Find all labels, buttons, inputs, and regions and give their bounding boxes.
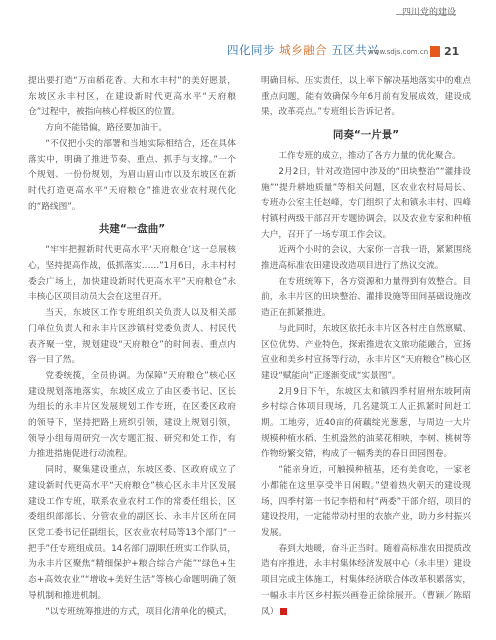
page-number: 21: [444, 45, 460, 58]
article-column-left: [28, 74, 236, 620]
article-paragraph: 2月2日，针对改造园中涉及的“田块整治”“灌排设施”“提升耕地质量”等相关问题，区农业农村局局长、专班办公室主任赵峰，专门组织了太和镇永丰村、四峰村镇村两级干部召开专题协调会，以及农业专家和种植大户，召开了一场专项工作会议。: [261, 166, 471, 240]
article-paragraph: 2月9日下午，东坡区太和镇四季村眉州东坡阿南乡村综合体项目现场，几名建筑工人正抓紧时间赶工期。工地旁，近40亩的荷藕绽光葱葱，与周边一大片规模种植水稻、生机盎然的油菜花相映，李树、桃树等作物纷繁交错，构成了一幅秀美的春日田园图卷。: [261, 386, 471, 460]
article-paragraph: 同时，聚集建设重点，东坡区委、区政府成立了建设新时代更高水平“天府粮仓”核心区永丰片区发展建设工作专班，联系农业农村工作的常委任组长，区委组织部部长、分管农业的副区长、永丰片区所在同区党工委书记任副组长，区农业农村局等13个部门“一把手”任专班组成员。14名部门副职任班实工作队员，为永丰片区聚焦“精细保护+粮合综合产能”“绿色+生态+高效农业”“增收+美好生活”等核心命题明确了领导机制和推进机制。: [28, 465, 236, 601]
article-paragraph: 工作专班的成立，推动了各方力量的优化聚合。: [278, 151, 461, 162]
section-heading: 同奏“一片景”: [332, 129, 400, 142]
article-paragraph: “不仅把小尖的部署和当地实际相结合，还在具体落实中，明确了推进节奏、重点、抓手与支撑。”一个个规划、一份份规划，为眉山眉山市以及东坡区在新时代打造更高水平“天府粮仓”推进农业农村现代化的“路线图”。: [28, 138, 236, 212]
article-paragraph: 明确目标、压实责任，以上率下解决基地落实中的难点重点问题，能有效确保今年6月前有发展成效，建设成果，改革亮点。”专班组长告诉记者。: [261, 76, 471, 118]
section-slogan: [227, 42, 379, 58]
slogan-part-3: 五区共兴: [331, 43, 380, 57]
article-paragraph: “以专班统筹推进的方式，项目化清单化的模式，: [45, 606, 233, 617]
article-paragraph: 方向不能错偏，路径要加油干。: [45, 123, 168, 134]
slogan-part-2: 城乡融合: [279, 43, 328, 57]
article-paragraph: 近两个小时的会议，大家你一言我一语，紧紧围绕推进高标准农田建设改造项目进行了热议交流。: [261, 245, 471, 272]
article-paragraph: 提出要打造“万亩稻花香、大和水丰村”的美好愿景，东坡区永丰村区，在建设新时代更高水平“天府粮仓”过程中，被指向核心样板区的位置。: [28, 76, 236, 118]
article-paragraph: 春到大地暖，奋斗正当时。随着高标准农田提质改造有序推进，永丰村集体经济发展中心（永丰里）建设项目完成主体施工，村集体经济联合体改革积累落实，一幅永丰片区乡村振兴画卷正徐徐展开。（曹颖／陈昭凤）: [261, 543, 471, 617]
website-url[interactable]: www.sdjs.com.cn: [368, 48, 429, 56]
article-paragraph: “能亲身近，可触摸种植基，还有美食吃，一家老小都能在这里享受半日闲暇。”望着热火朝天的建设现场，四季村第一书记李梧和村“两委”干部介绍，项目的建设投用，一定能带动村里的农旅产业，助力乡村振兴发展。: [261, 465, 471, 538]
article-paragraph: “牢牢把握新时代更高水平‘天府粮仓’这一总展核心，坚持提高作战，低抓落实……”1月6日，永丰村村委会广场上，加快建设新时代更高水平“天府粮仓”永丰核心区项目动员大会在这里召开。: [28, 245, 236, 303]
header-rule: [396, 14, 456, 15]
end-mark-icon: [280, 608, 287, 615]
article-paragraph: 当天，东坡区工作专班组织关负责人以及相关部门单位负责人和永丰片区涉镇村党委负责人、村民代表齐聚一堂，规划建设“天府粮仓”的时间表、重点内容一目了然。: [28, 308, 236, 366]
issue-badge: [430, 46, 440, 57]
magazine-name: 四川党的建设: [401, 8, 456, 18]
page-header: [0, 0, 496, 62]
section-heading: 共建“一盘曲”: [98, 223, 166, 236]
article-paragraph: 党委统揽，全员协调。为保障“天府粮仓”核心区建设规划落地落实，东坡区成立了由区委书记、区长为组长的永丰片区发展规划工作专班，在区委区政府的领导下，坚持把路上班织引领，建设上规划引领，领导小组每周研究一次专题汇报、研究和处工作，有力推进措施促进行动流程。: [28, 370, 236, 460]
article-paragraph: 在专班统筹下，各方资源和力量得到有效整合。目前，永丰片区的田块整治、灌排设施等田间基础设施改造正在抓紧推进。: [261, 276, 471, 319]
article-column-right: [261, 74, 471, 620]
slogan-part-1: 四化同步: [227, 43, 275, 57]
article-paragraph: 与此同时，东坡区依托永丰片区各村庄自然禀赋、区位优势、产业特色，探索推进农文旅功能融合，宣扬宣业和美乡村宣扬等行动，永丰片区“天府粮仓”核心区建设“赋能向”正逐渐变成“实景图”。: [261, 323, 471, 381]
